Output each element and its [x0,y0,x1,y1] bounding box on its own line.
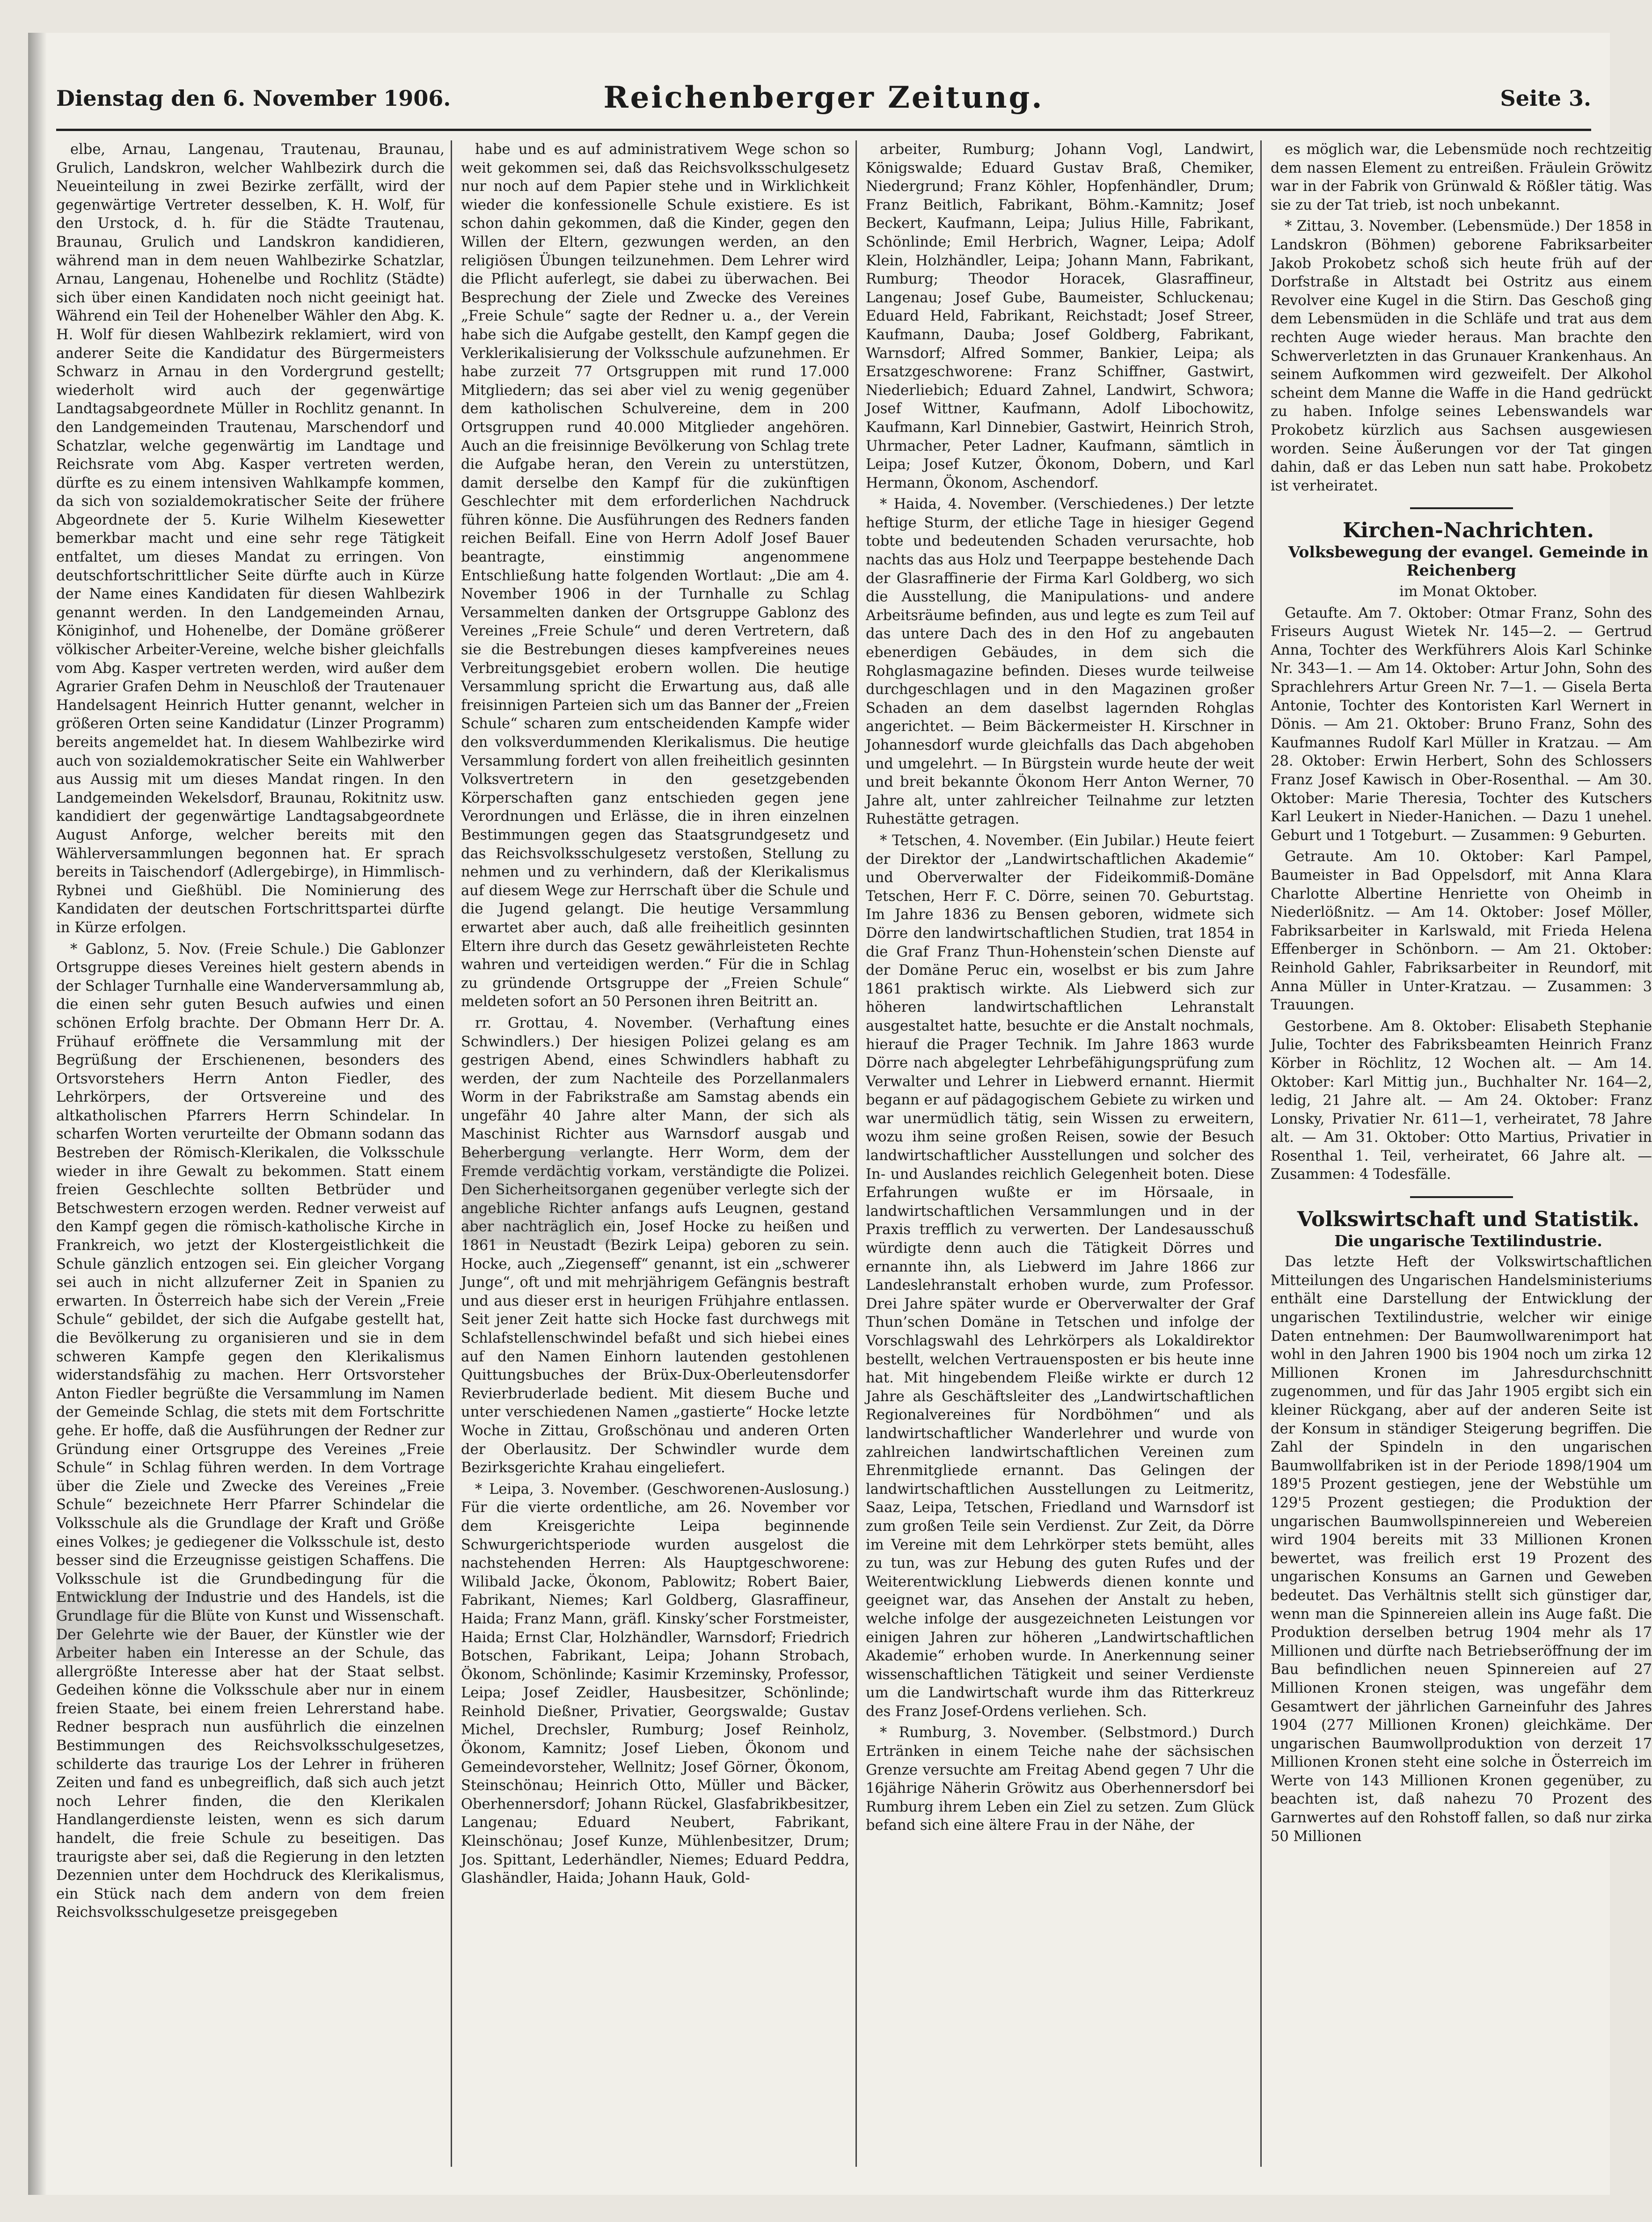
article-paragraph: Getaufte. Am 7. Oktober: Otmar Franz, Sohn des Friseurs August Wietek Nr. 145—2. — Gertrud Anna, Tochter des Werkführers Alois Karl Schinke Nr. 343—1. — Am 14. Oktober: Artur John, Sohn des Sprachlehrers Artur Green Nr. 7—1. — Gisela Berta Antonie, Tochter des Kontoristen Karl Wernert in Dönis. — Am 21. Oktober: Bruno Franz, Sohn des Kaufmannes Rudolf Karl Müller in Kratzau. — Am 28. Oktober: Erwin Herbert, Sohn des Schlossers Franz Josef Kawisch in Ober-Rosenthal. — Am 30. Oktober: Marie Theresia, Tochter des Kutschers Karl Leukert in Nieder-Hanichen. — Dazu 1 unehel. Geburt und 1 Totgeburt. — Zusammen: 9 Geburten. [1271,605,1652,844]
print-smudge [463,1151,613,1245]
article-paragraph: Das letzte Heft der Volkswirtschaftlichen Mitteilungen des Ungarischen Handelsministeriums enthält eine Darstellung der Entwicklung der ungarischen Textilindustrie, welcher wir einige Daten entnehmen: Der Baumwollwarenimport hat wohl in den Jahren 1900 bis 1904 noch um zirka 12 Millionen Kronen im Jahresdurchschnitt zugenommen, und für das Jahr 1905 ergibt sich ein kleiner Rückgang, aber auf der anderen Seite ist der Konsum in ständiger Steigerung begriffen. Die Zahl der Spindeln in den ungarischen Baumwollfabriken ist in der Periode 1898/1904 um 189'5 Prozent gestiegen, jene der Webstühle um 129'5 Prozent gestiegen; die Produktion der ungarischen Baumwollspinnereien und Webereien wird 1904 bereits mit 33 Millionen Kronen bewertet, was freilich erst 19 Prozent des ungarischen Konsums an Garnen und Geweben bedeutet. Das Verhältnis stellt sich günstiger dar, wenn man die Spinnereien allein ins Auge faßt. Die Produktion derselben betrug 1904 mehr als 17 Millionen und dürfte nach Betriebseröffnung der im Bau befindlichen neuen Spinnereien auf 27 Millionen Kronen steigen, was ungefähr dem Gesamtwert der jährlichen Garneinfuhr des Jahres 1904 (277 Millionen Kronen) gleichkäme. Der ungarischen Baumwollproduktion von derzeit 17 Millionen Kronen steht eine solche in Österreich im Werte von 143 Millionen Kronen gegenüber, zu beachten ist, daß nahezu 70 Prozent des Garnwertes auf den Rohstoff fallen, so daß nur zirka 50 Millionen [1271,1254,1652,1845]
article-paragraph: arbeiter, Rumburg; Johann Vogl, Landwirt, Königswalde; Eduard Gustav Braß, Chemiker, Niedergrund; Franz Köhler, Hopfenhändler, Drum; Franz Beitlich, Fabrikant, Böhm.-Kamnitz; Josef Beckert, Kaufmann, Leipa; Julius Hille, Fabrikant, Schönlinde; Emil Herbrich, Wagner, Leipa; Adolf Klein, Holzhändler, Leipa; Johann Mann, Fabrikant, Rumburg; Theodor Horacek, Glasraffineur, Langenau; Josef Gube, Baumeister, Schluckenau; Eduard Held, Fabrikant, Reichstadt; Josef Streer, Kaufmann, Dauba; Josef Goldberg, Fabrikant, Warnsdorf; Alfred Sommer, Bankier, Leipa; als Ersatzgeschworene: Franz Schiffner, Gastwirt, Niederliebich; Eduard Zahnel, Landwirt, Schwora; Josef Wittner, Kaufmann, Adolf Libochowitz, Kaufmann, Karl Dinnebier, Gastwirt, Heinrich Stroh, Uhrmacher, Peter Ladner, Kaufmann, sämtlich in Leipa; Josef Kutzer, Ökonom, Dobern, und Karl Hermann, Ökonom, Aschendorf. [866,141,1254,491]
article-paragraph: * Tetschen, 4. November. (Ein Jubilar.) Heute feiert der Direktor der „Landwirtschaftlichen Akademie“ und Oberverwalter der Fideikommiß-Domäne Tetschen, Herr F. C. Dörre, seinen 70. Geburtstag. Im Jahre 1836 zu Bensen geboren, widmete sich Dörre den landwirtschaftlichen Studien, trat 1854 in die Graf Franz Thun-Hohenstein’schen Dienste auf der Domäne Peruc ein, woselbst er bis zum Jahre 1861 praktisch wirkte. Als Liebwerd sich zur höheren landwirtschaftlichen Lehranstalt ausgestaltet hatte, besuchte er die Anstalt nochmals, hierauf die Prager Technik. Im Jahre 1863 wurde Dörre nach abgelegter Lehrbefähigungsprüfung zum Verwalter und Lehrer in Liebwerd ernannt. Hiermit begann er auf pädagogischem Gebiete zu wirken und war unermüdlich tätig, sein Wissen zu erweitern, wozu ihm seine großen Reisen, sowie der Besuch landwirtschaftlicher Ausstellungen und solcher des In- und Auslandes reichlich Gelegenheit boten. Diese Erfahrungen wußte er im Hörsaale, in landwirtschaftlichen Versammlungen und in der Praxis trefflich zu verwerten. Der Landesausschuß würdigte denn auch die Tätigkeit Dörres und ernannte ihn, als Liebwerd im Jahre 1866 zur Landeslehranstalt erhoben wurde, zum Professor. Drei Jahre später wurde er Oberverwalter der Graf Thun’schen Domäne in Tetschen und infolge der Vorschlagswahl des Lehrkörpers als Lokaldirektor bestellt, welchen Vertrauensposten er bis heute inne hat. Mit hingebendem Fleiße wirkte er durch 12 Jahre als Geschäftsleiter des „Landwirtschaftlichen Regionalvereines für Nordböhmen“ und als landwirtschaftlicher Wanderlehrer und wurde von zahlreichen landwirtschaftlichen Vereinen zum Ehrenmitgliede ernannt. Das Gelingen der landwirtschaftlichen Ausstellungen zu Leitmeritz, Saaz, Leipa, Tetschen, Friedland und Warnsdorf ist zum großen Teile sein Verdienst. Zur Zeit, da Dörre im Vereine mit dem Lehrkörper stets bemüht, alles zu tun, was zur Hebung des guten Rufes und der Weiterentwicklung Liebwerds dienen konnte und geeignet war, das Ansehen der Anstalt zu heben, welche infolge der ausgezeichneten Leistungen vor einigen Jahren zur höheren „Landwirtschaftlichen Akademie“ erhoben wurde. In Anerkennung seiner wissenschaftlichen Tätigkeit und seiner Verdienste um die Landwirtschaft wurde ihm das Ritterkreuz des Franz Josef-Ordens verliehen. Sch. [866,832,1254,1720]
article-paragraph: * Zittau, 3. November. (Lebensmüde.) Der 1858 in Landskron (Böhmen) geborene Fabriksarbeiter Jakob Prokobetz schoß sich heute früh auf der Dorfstraße in Altstadt bei Ostritz aus einem Revolver eine Kugel in die Stirn. Das Geschoß ging dem Lebensmüden in die Schläfe und trat aus dem rechten Auge wieder heraus. Man brachte den Schwerverletzten in das Grunauer Krankenhaus. An seinem Aufkommen wird gezweifelt. Der Alkohol scheint dem Manne die Waffe in die Hand gedrückt zu haben. Infolge seines Lebenswandels war Prokobetz kürzlich aus Sachsen ausgewiesen worden. Seine Äußerungen vor der Tat gingen dahin, daß er das Leben nun satt habe. Prokobetz ist verheiratet. [1271,218,1652,494]
header-date: Dienstag den 6. November 1906. [56,86,451,111]
article-paragraph: habe und es auf administrativem Wege schon so weit gekommen sei, daß das Reichsvolksschulgesetz nur noch auf dem Papier stehe und in Wirklichkeit wieder die konfessionelle Schule existiere. Es ist schon dahin gekommen, daß die Kinder, gegen den Willen der Eltern, gezwungen werden, an den religiösen Übungen teilzunehmen. Dem Lehrer wird die Pflicht auferlegt, sie dabei zu überwachen. Bei Besprechung der Ziele und Zwecke des Vereines „Freie Schule“ sagte der Redner u. a., der Verein habe sich die Aufgabe gestellt, den Kampf gegen die Verklerikalisierung der Volksschule aufzunehmen. Er habe zurzeit 77 Ortsgruppen mit rund 17.000 Mitgliedern; das sei aber viel zu wenig gegenüber dem katholischen Schulvereine, dem in 200 Ortsgruppen rund 40.000 Mitglieder angehören. Auch an die freisinnige Bevölkerung von Schlag trete die Aufgabe heran, den Verein zu unterstützen, damit derselbe den Kampf für die zukünftigen Geschlechter mit dem erforderlichen Nachdruck führen könne. Die Ausführungen des Redners fanden reichen Beifall. Eine von Herrn Adolf Josef Bauer beantragte, einstimmig angenommene Entschließung hatte folgenden Wortlaut: „Die am 4. November 1906 in der Turnhalle zu Schlag Versammelten danken der Ortsgruppe Gablonz des Vereines „Freie Schule“ und deren Vertretern, daß sie die Bestrebungen dieses kampfvereines neues Verbreitungsgebiet erobern wollen. Die heutige Versammlung spricht die Erwartung aus, daß alle freisinnigen Parteien sich um das Banner der „Freien Schule“ scharen zum entscheidenden Kampfe wider den volksverdummenden Klerikalismus. Die heutige Versammlung fordert von allen freiheitlich gesinnten Volksvertretern in den gesetzgebenden Körperschaften ganz entschieden gegen jene Verordnungen und Erlässe, die in ihren einzelnen Bestimmungen gegen das Staatsgrundgesetz und das Reichsvolksschulgesetz verstoßen, Stellung zu nehmen und zu verhindern, daß der Klerikalismus auf diesem Wege zur Herrschaft über die Schule und die Jugend gelangt. Die heutige Versammlung erwartet aber auch, daß alle freiheitlich gesinnten Eltern ihre durch das Gesetz gewährleisteten Rechte wahren und verteidigen werden.“ Für die in Schlag zu gründende Ortsgruppe der „Freien Schule“ meldeten sofort an 50 Personen ihren Beitritt an. [461,141,849,1010]
newspaper-page [28,33,1652,2195]
church-news-subheading: Volksbewegung der evangel. Gemeinde in Reichenberg [1288,542,1649,580]
column-3 [866,140,1254,2167]
column-rule [451,140,452,2167]
article-paragraph: es möglich war, die Lebensmüde noch rechtzeitig dem nassen Element zu entreißen. Fräulein Gröwitz war in der Fabrik von Grünwald & Rößler tätig. Was sie zu der Tat trieb, ist noch unbekannt. [1271,141,1652,213]
article-paragraph: * Haida, 4. November. (Verschiedenes.) Der letzte heftige Sturm, der etliche Tage in hiesiger Gegend tobte und bedeutenden Schaden verursachte, hob nachts das aus Holz und Teerpappe bestehende Dach der Glasraffinerie der Firma Karl Goldberg, wo sich die Ausstellung, die Manipulations- und andere Arbeitsräume befinden, aus und legte es zum Teil auf das untere Dach des in den Hof zu angebauten ebenerdigen Gebäudes, in dem sich die Rohglasmagazine befinden. Dieses wurde teilweise durchgeschlagen und in den Magazinen großer Schaden an dem daselbst lagernden Rohglas angerichtet. — Beim Bäckermeister H. Kirschner in Johannesdorf wurde gleichfalls das Dach abgehoben und umgelehrt. — In Bürgstein wurde heute der weit und breit bekannte Ökonom Herr Anton Werner, 70 Jahre alt, unter zahlreicher Teilnahme zur letzten Ruhestätte getragen. [866,496,1254,828]
column-4 [1271,140,1652,2167]
section-divider [1410,507,1513,509]
article-paragraph: * Rumburg, 3. November. (Selbstmord.) Durch Ertränken in einem Teiche nahe der sächsischen Grenze versuchte am Freitag Abend gegen 7 Uhr die 16jährige Näherin Gröwitz aus Oberhennersdorf bei Rumburg ihrem Leben ein Ziel zu setzen. Zum Glück befand sich eine ältere Frau in der Nähe, der [866,1725,1254,1834]
print-smudge [56,1591,211,1661]
section-divider [1410,1196,1513,1198]
newspaper-title: Reichenberger Zeitung. [603,80,1044,115]
column-1 [56,140,445,2167]
article-paragraph: Getraute. Am 10. Oktober: Karl Pampel, Baumeister in Bad Oppelsdorf, mit Anna Klara Charlotte Albertine Henriette von Oheimb in Niederlößnitz. — Am 14. Oktober: Josef Möller, Fabriksarbeiter in Karlswald, mit Frieda Helena Effenberger in Schönborn. — Am 21. Oktober: Reinhold Gahler, Fabriksarbeiter in Reundorf, mit Anna Müller in Unter-Kratzau. — Zusammen: 3 Trauungen. [1271,848,1652,1014]
page-header [56,77,1591,131]
article-paragraph: rr. Grottau, 4. November. (Verhaftung eines Schwindlers.) Der hiesigen Polizei gelang es am gestrigen Abend, eines Schwindlers habhaft zu werden, der zum Nachteile des Porzellanmalers Worm in der Fabrikstraße am Samstag abends ein ungefähr 40 Jahre alter Mann, der sich als Maschinist Richter aus Warnsdorf ausgab und Beherbergung verlangte. Herr Worm, dem der Fremde verdächtig vorkam, verständigte die Polizei. Den Sicherheitsorganen gegenüber verlegte sich der angebliche Richter anfangs aufs Leugnen, gestand aber nachträglich ein, Josef Hocke zu heißen und 1861 in Neustadt (Bezirk Leipa) geboren zu sein. Hocke, auch „Ziegenseff“ genannt, ist ein „schwerer Junge“, oft und mit mehrjährigem Gefängnis bestraft und aus dieser erst in heurigen Frühjahre entlassen. Seit jener Zeit hatte sich Hocke fast durchwegs mit Schlafstellenschwindel befaßt und sich hiebei eines auf den Namen Einhorn lautenden gestohlenen Quittungsbuches der Brüx-Dux-Oberleutensdorfer Revierbruderlade bedient. Mit diesem Buche und unter verschiedenen Namen „gastierte“ Hocke letzte Woche in Zittau, Großschönau und anderen Orten der Oberlausitz. Der Schwindler wurde dem Bezirksgerichte Krahau eingeliefert. [461,1015,849,1476]
page-edge-shadow [28,33,47,2195]
economy-heading: Volkswirtschaft und Statistik. [1297,1207,1640,1232]
article-paragraph: * Leipa, 3. November. (Geschworenen-Auslosung.) Für die vierte ordentliche, am 26. November vor dem Kreisgerichte Leipa beginnende Schwurgerichtsperiode wurden ausgelost die nachstehenden Herren: Als Hauptgeschworene: Wilibald Jacke, Ökonom, Pablowitz; Robert Baier, Fabrikant, Niemes; Karl Goldberg, Glasraffineur, Haida; Franz Mann, gräfl. Kinsky’scher Forstmeister, Haida; Ernst Clar, Holzhändler, Warnsdorf; Friedrich Botschen, Fabrikant, Leipa; Johann Strobach, Ökonom, Schönlinde; Kasimir Krzeminsky, Professor, Leipa; Josef Zeidler, Hausbesitzer, Schönlinde; Reinhold Dießner, Privatier, Georgswalde; Gustav Michel, Drechsler, Rumburg; Josef Reinholz, Ökonom, Kamnitz; Josef Lieben, Ökonom und Gemeindevorsteher, Wellnitz; Josef Görner, Ökonom, Steinschönau; Heinrich Otto, Müller und Bäcker, Oberhennersdorf; Johann Rückel, Glasfabrikbesitzer, Langenau; Eduard Neubert, Fabrikant, Kleinschönau; Josef Kunze, Mühlenbesitzer, Drum; Jos. Spittant, Lederhändler, Niemes; Eduard Peddra, Glashändler, Haida; Johann Hauk, Gold- [461,1481,849,1887]
column-rule [1260,140,1262,2167]
economy-subheading: Die ungarische Textilindustrie. [1334,1231,1602,1250]
page-number: Seite 3. [1500,86,1591,111]
column-rule [855,140,857,2167]
article-paragraph: Gestorbene. Am 8. Oktober: Elisabeth Stephanie Julie, Tochter des Fabriksbeamten Heinrich Franz Körber in Röchlitz, 12 Wochen alt. — Am 14. Oktober: Karl Mittig jun., Buchhalter Nr. 164—2, ledig, 21 Jahre alt. — Am 24. Oktober: Franz Lonsky, Privatier Nr. 611—1, verheiratet, 78 Jahre alt. — Am 31. Oktober: Otto Martius, Privatier in Rosenthal 1. Teil, verheiratet, 66 Jahre alt. — Zusammen: 4 Todesfälle. [1271,1018,1652,1183]
church-news-month: im Monat Oktober. [1399,583,1538,600]
article-paragraph: elbe, Arnau, Langenau, Trautenau, Braunau, Grulich, Landskron, welcher Wahlbezirk durch die Neueinteilung in zwei Bezirke zerfällt, wird der gegenwärtige Vertreter desselben, K. H. Wolf, für den Urstock, d. h. für die Städte Trautenau, Braunau, Grulich und Landskron kandidieren, während man in dem neuen Wahlbezirke Schatzlar, Arnau, Langenau, Hohenelbe und Rochlitz (Städte) sich über einen Kandidaten noch nicht geeinigt hat. Während ein Teil der Hohenelber Wähler den Abg. K. H. Wolf für diesen Wahlbezirk reklamiert, wird von anderer Seite die Kandidatur des Bürgermeisters Schwarz in Arnau in den Vordergrund gestellt; wiederholt wird auch der gegenwärtige Landtagsabgeordnete Müller in Rochlitz genannt. In den Landgemeinden Trautenau, Marschendorf und Schatzlar, welche gegenwärtig im Landtage und Reichsrate vom Abg. Kasper vertreten werden, dürfte es zu einem intensiven Wahlkampfe kommen, da sich von sozialdemokratischer Seite der frühere Abgeordnete der 5. Kurie Wilhelm Kiesewetter bemerkbar macht und eine sehr rege Tätigkeit entfaltet, um dieses Mandat zu erringen. Von deutschfortschrittlicher Seite dürfte auch in Kürze der Name eines Kandidaten für diesen Wahlbezirk genannt werden. In den Landgemeinden Arnau, Königinhof, und Hohenelbe, der Domäne größerer völkischer Arbeiter-Vereine, welche bisher gleichfalls vom Abg. Kasper vertreten werden, wird außer dem Agrarier Grafen Dehm in Neuschloß der Trautenauer Handelsagent Heinrich Hutter genannt, welcher in größeren Orten seine Kandidatur (Linzer Programm) bereits angemeldet hat. In diesem Wahlbezirke wird auch von sozialdemokratischer Seite ein Wahlwerber aus Aussig mit um dieses Mandat ringen. In den Landgemeinden Wekelsdorf, Braunau, Rokitnitz usw. kandidiert der gegenwärtige Landtagsabgeordnete August Anforge, welcher bereits mit den Wählerversammlungen begonnen hat. Er sprach bereits in Taischendorf (Adlergebirge), in Himmlisch-Rybnei und Gießhübl. Die Nominierung des Kandidaten der deutschen Fortschrittspartei dürfte in Kürze erfolgen. [56,141,445,936]
article-paragraph: * Gablonz, 5. Nov. (Freie Schule.) Die Gablonzer Ortsgruppe dieses Vereines hielt gestern abends in der Schlager Turnhalle eine Wanderversammlung ab, die einen sehr guten Besuch aufwies und einen schönen Erfolg brachte. Der Obmann Herr Dr. A. Frühauf eröffnete die Versammlung mit der Begrüßung der Erschienenen, besonders des Ortsvorstehers Herrn Anton Fiedler, des Lehrkörpers, der Ortsvereine und des altkatholischen Pfarrers Herrn Schindelar. In scharfen Worten verurteilte der Obmann sodann das Bestreben der Römisch-Klerikalen, die Volksschule wieder in ihre Gewalt zu bekommen. Statt einem freien Geschlechte sollten Betbrüder und Betschwestern erzogen werden. Redner verweist auf den Kampf gegen die römisch-katholische Kirche in Frankreich, wo jetzt der Klostergeistlichkeit die Schule gänzlich entzogen sei. Ein gleicher Vorgang sei auch in nicht allzuferner Zeit in Spanien zu erwarten. In Österreich habe sich der Verein „Freie Schule“ gebildet, der sich die Aufgabe gestellt hat, die Bevölkerung zu organisieren und sie in dem schweren Kampfe gegen den Klerikalismus widerstandsfähig zu machen. Herr Ortsvorsteher Anton Fiedler begrüßte die Versammlung im Namen der Gemeinde Schlag, die stets mit dem Fortschritte gehe. Er hoffe, daß die Ausführungen der Redner zur Gründung einer Ortsgruppe des Vereines „Freie Schule“ in Schlag führen werden. In dem Vortrage über die Ziele und Zwecke des Vereines „Freie Schule“ bezeichnete Herr Pfarrer Schindelar die Volksschule als die Grundlage der Kraft und Größe eines Volkes; je gediegener die Volksschule ist, desto besser sind die Erzeugnisse geistigen Schaffens. Die Volksschule ist die Grundbedingung für die Entwicklung der Industrie und des Handels, ist die Grundlage für die Blüte von Kunst und Wissenschaft. Der Gelehrte wie der Bauer, der Künstler wie der Arbeiter haben ein Interesse an der Schule, das allergrößte Interesse aber hat der Staat selbst. Gedeihen könne die Volksschule aber nur in einem freien Staate, bei einem freien Lehrerstand habe. Redner besprach nun ausführlich die einzelnen Bestimmungen des Reichsvolksschulgesetzes, schilderte das traurige Los der Lehrer in früheren Zeiten und fand es unbegreiflich, daß sich auch jetzt noch Lehrer finden, die den Klerikalen Handlangerdienste leisten, wenn es sich darum handelt, die freie Schule zu beseitigen. Das traurigste aber sei, daß die Regierung in den letzten Dezennien unter dem Hochdruck des Klerikalismus, ein Stück nach dem andern von dem freien Reichsvolksschulgesetze preisgegeben [56,941,445,1921]
church-news-heading: Kirchen-Nachrichten. [1343,519,1594,543]
